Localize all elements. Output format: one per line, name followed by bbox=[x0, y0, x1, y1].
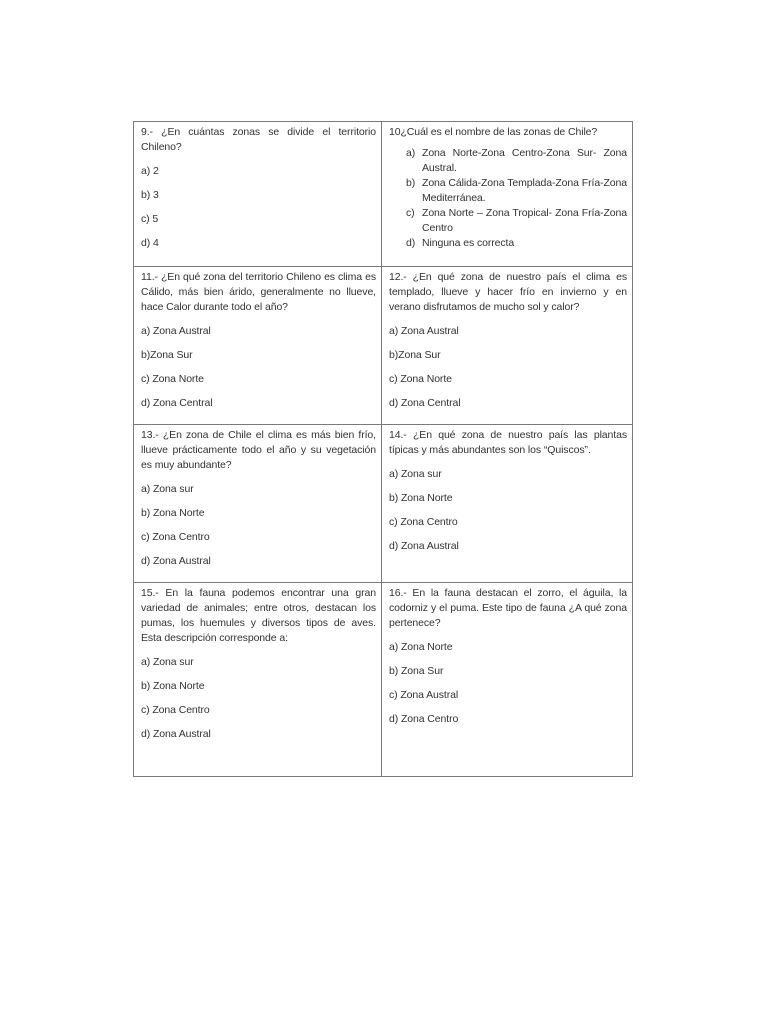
question-15-option-c: c) Zona Centro bbox=[141, 704, 210, 716]
question-9-text: 9.- ¿En cuántas zonas se divide el territorio Chileno? bbox=[141, 126, 376, 153]
question-11-option-c: c) Zona Norte bbox=[141, 373, 204, 385]
option-text: Zona Norte-Zona Centro-Zona Sur- Zona Austral. bbox=[422, 147, 627, 174]
question-15-option-b: b) Zona Norte bbox=[141, 680, 205, 692]
question-15-option-d: d) Zona Austral bbox=[141, 728, 211, 740]
question-14-option-c: c) Zona Centro bbox=[389, 516, 458, 528]
question-11-cell bbox=[134, 267, 382, 425]
option-letter: a) bbox=[406, 147, 416, 159]
question-10-option-b bbox=[389, 176, 627, 206]
question-16-option-b: b) Zona Sur bbox=[389, 665, 444, 677]
question-13-option-a: a) Zona sur bbox=[141, 483, 194, 495]
question-12-cell bbox=[382, 267, 633, 425]
option-text: Zona Cálida-Zona Templada-Zona Fría-Zona Mediterránea. bbox=[422, 177, 627, 204]
table-row bbox=[134, 122, 633, 267]
question-9-option-c: c) 5 bbox=[141, 213, 159, 225]
question-13-option-b: b) Zona Norte bbox=[141, 507, 205, 519]
option-text: Ninguna es correcta bbox=[422, 237, 515, 249]
question-12-option-a: a) Zona Austral bbox=[389, 325, 459, 337]
option-text: Zona Norte – Zona Tropical- Zona Fría-Zona Centro bbox=[422, 207, 627, 234]
question-16-cell bbox=[382, 583, 633, 777]
option-letter: c) bbox=[406, 207, 415, 219]
question-13-cell bbox=[134, 425, 382, 583]
question-14-cell bbox=[382, 425, 633, 583]
question-13-text: 13.- ¿En zona de Chile el clima es más bien frío, llueve prácticamente todo el año y su vegetación es muy abundante? bbox=[141, 429, 376, 471]
question-16-option-d: d) Zona Centro bbox=[389, 713, 459, 725]
question-10-option-d bbox=[389, 236, 627, 251]
option-letter: b) bbox=[406, 177, 416, 189]
question-12-option-d: d) Zona Central bbox=[389, 397, 461, 409]
question-12-option-b: b)Zona Sur bbox=[389, 349, 441, 361]
question-16-option-c: c) Zona Austral bbox=[389, 689, 459, 701]
question-14-text: 14.- ¿En qué zona de nuestro país las plantas típicas y más abundantes son los “Quiscos”. bbox=[389, 429, 627, 456]
question-15-cell bbox=[134, 583, 382, 777]
question-13-option-c: c) Zona Centro bbox=[141, 531, 210, 543]
question-10-options bbox=[389, 146, 627, 251]
table-row bbox=[134, 583, 633, 777]
question-9-option-a: a) 2 bbox=[141, 165, 159, 177]
question-14-option-d: d) Zona Austral bbox=[389, 540, 459, 552]
option-letter: d) bbox=[406, 237, 416, 249]
question-12-text: 12.- ¿En qué zona de nuestro país el clima es templado, llueve y hacer frío en invierno y en verano disfrutamos de mucho sol y calor? bbox=[389, 271, 627, 313]
question-15-text: 15.- En la fauna podemos encontrar una gran variedad de animales; entre otros, destacan los pumas, los huemules y diversos tipos de aves. Esta descripción corresponde a: bbox=[141, 587, 376, 644]
question-9-option-d: d) 4 bbox=[141, 237, 159, 249]
quiz-table bbox=[133, 121, 633, 777]
question-11-option-b: b)Zona Sur bbox=[141, 349, 193, 361]
question-10-text: 10¿Cuál es el nombre de las zonas de Chile? bbox=[389, 126, 598, 138]
question-13-option-d: d) Zona Austral bbox=[141, 555, 211, 567]
question-9-option-b: b) 3 bbox=[141, 189, 159, 201]
question-11-text: 11.- ¿En qué zona del territorio Chileno es clima es Cálido, más bien árido, generalmente no llueve, hace Calor durante todo el año? bbox=[141, 271, 376, 313]
question-14-option-b: b) Zona Norte bbox=[389, 492, 453, 504]
question-16-text: 16.- En la fauna destacan el zorro, el águila, la codorniz y el puma. Este tipo de fauna ¿A qué zona pertenece? bbox=[389, 587, 627, 629]
question-16-option-a: a) Zona Norte bbox=[389, 641, 453, 653]
question-10-cell bbox=[382, 122, 633, 267]
question-10-option-a bbox=[389, 146, 627, 176]
question-11-option-a: a) Zona Austral bbox=[141, 325, 211, 337]
question-15-option-a: a) Zona sur bbox=[141, 656, 194, 668]
table-row bbox=[134, 267, 633, 425]
question-9-cell bbox=[134, 122, 382, 267]
table-row bbox=[134, 425, 633, 583]
question-12-option-c: c) Zona Norte bbox=[389, 373, 452, 385]
question-10-option-c bbox=[389, 206, 627, 236]
question-14-option-a: a) Zona sur bbox=[389, 468, 442, 480]
question-11-option-d: d) Zona Central bbox=[141, 397, 213, 409]
